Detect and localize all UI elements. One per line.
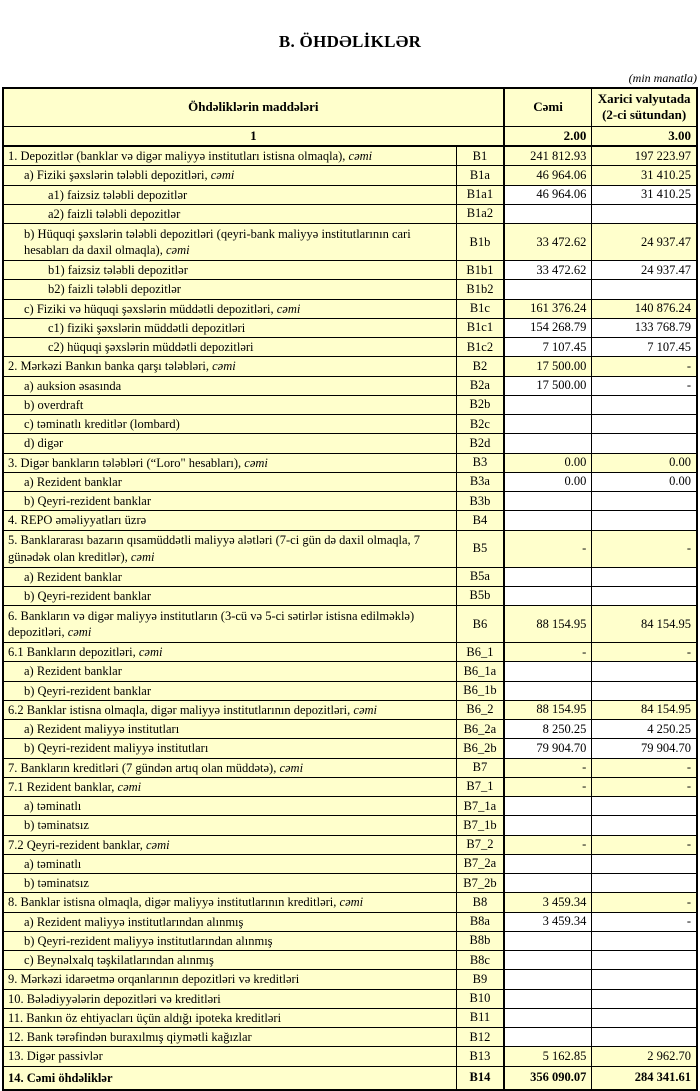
value-cell-foreign [592, 989, 697, 1008]
row-B7_1 [3, 777, 697, 796]
row-code: B5b [457, 586, 504, 605]
value-cell-total: 46 964.06 [504, 166, 592, 185]
row-code: B1 [457, 146, 504, 166]
row-code: B1a2 [457, 204, 504, 223]
value-cell-foreign [592, 586, 697, 605]
row-B7_2b [3, 874, 697, 893]
row-label: a) təminatlı [3, 797, 457, 816]
value-cell-foreign: 79 904.70 [592, 739, 697, 758]
row-label: b) Qeyri-rezident maliyyə institutları [3, 739, 457, 758]
value-cell-total: 3 459.34 [504, 912, 592, 931]
row-code: B1b1 [457, 261, 504, 280]
row-B6_2a [3, 720, 697, 739]
row-label: 9. Mərkəzi idarəetmə orqanlarının depozitləri və kreditləri [3, 970, 457, 989]
value-cell-foreign [592, 797, 697, 816]
column-number-row [3, 126, 697, 146]
row-label: b2) faizli tələbli depozitlər [3, 280, 457, 299]
row-B2b [3, 395, 697, 414]
value-cell-total: 46 964.06 [504, 185, 592, 204]
value-cell-foreign [592, 681, 697, 700]
value-cell-total [504, 280, 592, 299]
row-label: a) Rezident banklar [3, 662, 457, 681]
value-cell-total: 161 376.24 [504, 299, 592, 318]
row-B14 [3, 1066, 697, 1090]
value-cell-total: 8 250.25 [504, 720, 592, 739]
row-label: c1) fiziki şəxslərin müddətli depozitləri [3, 318, 457, 337]
row-B6_1a [3, 662, 697, 681]
value-cell-foreign: 24 937.47 [592, 261, 697, 280]
value-cell-total [504, 1008, 592, 1027]
row-label: 6.1 Bankların depozitləri, cəmi [3, 643, 457, 662]
row-code: B6_2a [457, 720, 504, 739]
row-label: a) Rezident banklar [3, 567, 457, 586]
header-row [3, 88, 697, 126]
row-code: B2 [457, 357, 504, 376]
value-cell-foreign [592, 662, 697, 681]
row-label: c) təminatlı kreditlər (lombard) [3, 415, 457, 434]
row-code: B1a [457, 166, 504, 185]
row-code: B12 [457, 1028, 504, 1047]
row-code: B3 [457, 453, 504, 472]
value-cell-foreign [592, 567, 697, 586]
row-B1c2 [3, 338, 697, 357]
value-cell-total [504, 395, 592, 414]
col-number-total: 2.00 [504, 126, 592, 146]
row-label: b) Qeyri-rezident banklar [3, 492, 457, 511]
row-label: 6. Bankların və digər maliyyə institutların (3-cü və 5-ci sətirlər istisna edilməklə) depozitləri, cəmi [3, 606, 457, 643]
row-B11 [3, 1008, 697, 1027]
row-code: B1c2 [457, 338, 504, 357]
row-code: B6_2 [457, 700, 504, 719]
value-cell-foreign [592, 204, 697, 223]
value-cell-foreign: - [592, 893, 697, 912]
row-label: 12. Bank tərəfindən buraxılmış qiymətli kağızlar [3, 1028, 457, 1047]
row-B5a [3, 567, 697, 586]
row-B5b [3, 586, 697, 605]
value-cell-total: 79 904.70 [504, 739, 592, 758]
row-code: B8c [457, 951, 504, 970]
row-label: 3. Digər bankların tələbləri (“Loro" hesabları), cəmi [3, 453, 457, 472]
row-code: B1c [457, 299, 504, 318]
row-B2c [3, 415, 697, 434]
value-cell-total: 5 162.85 [504, 1047, 592, 1066]
value-cell-foreign: - [592, 777, 697, 796]
value-cell-total [504, 586, 592, 605]
row-B3b [3, 492, 697, 511]
value-cell-foreign [592, 1008, 697, 1027]
row-B1b [3, 224, 697, 261]
row-label: b) Hüquqi şəxslərin tələbli depozitləri (qeyri-bank maliyyə institutlarının cari hesabları da daxil olmaqla), cəmi [3, 224, 457, 261]
row-code: B6_1b [457, 681, 504, 700]
row-B2d [3, 434, 697, 453]
row-label: 7.2 Qeyri-rezident banklar, cəmi [3, 835, 457, 854]
value-cell-foreign: - [592, 643, 697, 662]
value-cell-foreign: - [592, 835, 697, 854]
row-label: 5. Banklararası bazarın qısamüddətli maliyyə alətləri (7-ci gün də daxil olmaqla, 7 günədək olan kreditlər), cəmi [3, 530, 457, 567]
value-cell-foreign: 84 154.95 [592, 700, 697, 719]
col-header-foreign: Xarici valyutada (2-ci sütundan) [592, 88, 697, 126]
row-label: 13. Digər passivlər [3, 1047, 457, 1066]
value-cell-total: - [504, 758, 592, 777]
row-label: a) Fiziki şəxslərin tələbli depozitləri, cəmi [3, 166, 457, 185]
row-B10 [3, 989, 697, 1008]
value-cell-total [504, 816, 592, 835]
value-cell-foreign: 284 341.61 [592, 1066, 697, 1090]
row-label: c) Fiziki və hüquqi şəxslərin müddətli depozitləri, cəmi [3, 299, 457, 318]
row-B4 [3, 511, 697, 530]
row-B7_2a [3, 854, 697, 873]
row-code: B6_2b [457, 739, 504, 758]
row-label: b) Qeyri-rezident maliyyə institutlarından alınmış [3, 931, 457, 950]
row-label: a2) faizli tələbli depozitlər [3, 204, 457, 223]
value-cell-total [504, 874, 592, 893]
value-cell-foreign: - [592, 357, 697, 376]
row-code: B2a [457, 376, 504, 395]
col-number-items: 1 [3, 126, 504, 146]
page-title: B. ÖHDƏLİKLƏR [278, 32, 422, 51]
row-B1b2 [3, 280, 697, 299]
row-label: 7.1 Rezident banklar, cəmi [3, 777, 457, 796]
row-code: B3b [457, 492, 504, 511]
row-label: 10. Bələdiyyələrin depozitləri və kreditləri [3, 989, 457, 1008]
row-B1b1 [3, 261, 697, 280]
row-B7_1b [3, 816, 697, 835]
value-cell-total: 241 812.93 [504, 146, 592, 166]
value-cell-foreign: - [592, 912, 697, 931]
value-cell-foreign [592, 415, 697, 434]
row-B1a1 [3, 185, 697, 204]
value-cell-total: - [504, 835, 592, 854]
value-cell-foreign: 0.00 [592, 472, 697, 491]
value-cell-foreign: 140 876.24 [592, 299, 697, 318]
value-cell-foreign [592, 434, 697, 453]
row-label: b) overdraft [3, 395, 457, 414]
row-code: B7_2a [457, 854, 504, 873]
row-code: B8a [457, 912, 504, 931]
row-code: B2d [457, 434, 504, 453]
row-code: B8 [457, 893, 504, 912]
row-label: 11. Bankın öz ehtiyacları üçün aldığı ipoteka kreditləri [3, 1008, 457, 1027]
col-header-total: Cəmi [504, 88, 592, 126]
value-cell-foreign [592, 970, 697, 989]
value-cell-total [504, 970, 592, 989]
row-label: a) Rezident maliyyə institutlarından alınmış [3, 912, 457, 931]
row-code: B6_1 [457, 643, 504, 662]
row-code: B7_1 [457, 777, 504, 796]
value-cell-total: 0.00 [504, 472, 592, 491]
value-cell-total: 0.00 [504, 453, 592, 472]
value-cell-foreign [592, 280, 697, 299]
row-label: a) auksion əsasında [3, 376, 457, 395]
value-cell-foreign [592, 492, 697, 511]
row-B8a [3, 912, 697, 931]
value-cell-total [504, 951, 592, 970]
row-B3a [3, 472, 697, 491]
row-label: c2) hüquqi şəxslərin müddətli depozitləri [3, 338, 457, 357]
value-cell-foreign: - [592, 758, 697, 777]
row-label: a1) faizsiz tələbli depozitlər [3, 185, 457, 204]
row-B6_2 [3, 700, 697, 719]
row-B12 [3, 1028, 697, 1047]
value-cell-foreign: 31 410.25 [592, 166, 697, 185]
row-code: B1b2 [457, 280, 504, 299]
row-label: b) təminatsız [3, 816, 457, 835]
value-cell-foreign: 2 962.70 [592, 1047, 697, 1066]
value-cell-foreign: - [592, 376, 697, 395]
row-label: 8. Banklar istisna olmaqla, digər maliyyə institutlarının kreditləri, cəmi [3, 893, 457, 912]
value-cell-total [504, 662, 592, 681]
value-cell-foreign: 84 154.95 [592, 606, 697, 643]
row-code: B7_1a [457, 797, 504, 816]
row-B1c [3, 299, 697, 318]
value-cell-foreign [592, 511, 697, 530]
value-cell-total [504, 797, 592, 816]
col-number-foreign: 3.00 [592, 126, 697, 146]
row-label: 4. REPO əməliyyatları üzrə [3, 511, 457, 530]
table-body [3, 146, 697, 1090]
unit-note: (min manatla) [628, 71, 697, 85]
value-cell-total [504, 681, 592, 700]
value-cell-total [504, 989, 592, 1008]
value-cell-foreign [592, 951, 697, 970]
row-label: c) Beynəlxalq təşkilatlarından alınmış [3, 951, 457, 970]
row-code: B8b [457, 931, 504, 950]
value-cell-foreign [592, 816, 697, 835]
row-code: B7_2b [457, 874, 504, 893]
value-cell-total: 88 154.95 [504, 700, 592, 719]
value-cell-total: 88 154.95 [504, 606, 592, 643]
row-B6_1 [3, 643, 697, 662]
row-B7 [3, 758, 697, 777]
value-cell-foreign [592, 931, 697, 950]
value-cell-total: - [504, 777, 592, 796]
row-code: B6 [457, 606, 504, 643]
row-label: a) təminatlı [3, 854, 457, 873]
value-cell-total: 356 090.07 [504, 1066, 592, 1090]
row-label: 7. Bankların kreditləri (7 gündən artıq olan müddətə), cəmi [3, 758, 457, 777]
value-cell-total [504, 567, 592, 586]
row-code: B7 [457, 758, 504, 777]
row-B3 [3, 453, 697, 472]
row-label: 1. Depozitlər (banklar və digər maliyyə institutları istisna olmaqla), cəmi [3, 146, 457, 166]
row-label: 6.2 Banklar istisna olmaqla, digər maliyyə institutlarının depozitləri, cəmi [3, 700, 457, 719]
col-header-items: Öhdəliklərin maddələri [3, 88, 504, 126]
row-label: b) təminatsız [3, 874, 457, 893]
row-label: d) digər [3, 434, 457, 453]
value-cell-foreign: 0.00 [592, 453, 697, 472]
row-label: a) Rezident banklar [3, 472, 457, 491]
value-cell-foreign [592, 874, 697, 893]
value-cell-foreign: 4 250.25 [592, 720, 697, 739]
row-code: B1a1 [457, 185, 504, 204]
row-B13 [3, 1047, 697, 1066]
value-cell-foreign: 133 768.79 [592, 318, 697, 337]
value-cell-total: 7 107.45 [504, 338, 592, 357]
row-code: B7_1b [457, 816, 504, 835]
value-cell-total [504, 854, 592, 873]
row-B2 [3, 357, 697, 376]
row-code: B5 [457, 530, 504, 567]
value-cell-foreign: 197 223.97 [592, 146, 697, 166]
row-B2a [3, 376, 697, 395]
value-cell-total: 33 472.62 [504, 261, 592, 280]
value-cell-total: 3 459.34 [504, 893, 592, 912]
value-cell-foreign [592, 395, 697, 414]
value-cell-total [504, 204, 592, 223]
row-code: B13 [457, 1047, 504, 1066]
row-label: 2. Mərkəzi Bankın banka qarşı tələbləri, cəmi [3, 357, 457, 376]
row-code: B6_1a [457, 662, 504, 681]
value-cell-foreign: 24 937.47 [592, 224, 697, 261]
row-code: B11 [457, 1008, 504, 1027]
row-B6_2b [3, 739, 697, 758]
value-cell-total: 17 500.00 [504, 357, 592, 376]
row-B7_1a [3, 797, 697, 816]
row-code: B1b [457, 224, 504, 261]
value-cell-total: - [504, 530, 592, 567]
value-cell-total [504, 415, 592, 434]
value-cell-foreign: - [592, 530, 697, 567]
row-code: B2b [457, 395, 504, 414]
row-B7_2 [3, 835, 697, 854]
value-cell-total [504, 492, 592, 511]
row-code: B7_2 [457, 835, 504, 854]
row-label: 14. Cəmi öhdəliklər [3, 1066, 457, 1090]
value-cell-foreign [592, 1028, 697, 1047]
row-label: b1) faizsiz tələbli depozitlər [3, 261, 457, 280]
row-code: B1c1 [457, 318, 504, 337]
row-code: B9 [457, 970, 504, 989]
row-B8b [3, 931, 697, 950]
row-label: a) Rezident maliyyə institutları [3, 720, 457, 739]
row-code: B14 [457, 1066, 504, 1090]
row-B5 [3, 530, 697, 567]
value-cell-total [504, 511, 592, 530]
row-label: b) Qeyri-rezident banklar [3, 586, 457, 605]
value-cell-foreign: 7 107.45 [592, 338, 697, 357]
row-B1c1 [3, 318, 697, 337]
value-cell-total: 17 500.00 [504, 376, 592, 395]
value-cell-total: 33 472.62 [504, 224, 592, 261]
row-B9 [3, 970, 697, 989]
table-header [3, 88, 697, 146]
row-code: B3a [457, 472, 504, 491]
row-B6 [3, 606, 697, 643]
row-code: B10 [457, 989, 504, 1008]
liabilities-table [2, 87, 698, 1091]
row-code: B2c [457, 415, 504, 434]
value-cell-total: 154 268.79 [504, 318, 592, 337]
value-cell-foreign [592, 854, 697, 873]
row-B6_1b [3, 681, 697, 700]
value-cell-total: - [504, 643, 592, 662]
value-cell-total [504, 434, 592, 453]
row-code: B4 [457, 511, 504, 530]
row-label: b) Qeyri-rezident banklar [3, 681, 457, 700]
value-cell-total [504, 1028, 592, 1047]
row-B8 [3, 893, 697, 912]
row-code: B5a [457, 567, 504, 586]
row-B1 [3, 146, 697, 166]
row-B1a2 [3, 204, 697, 223]
value-cell-total [504, 931, 592, 950]
row-B1a [3, 166, 697, 185]
value-cell-foreign: 31 410.25 [592, 185, 697, 204]
row-B8c [3, 951, 697, 970]
